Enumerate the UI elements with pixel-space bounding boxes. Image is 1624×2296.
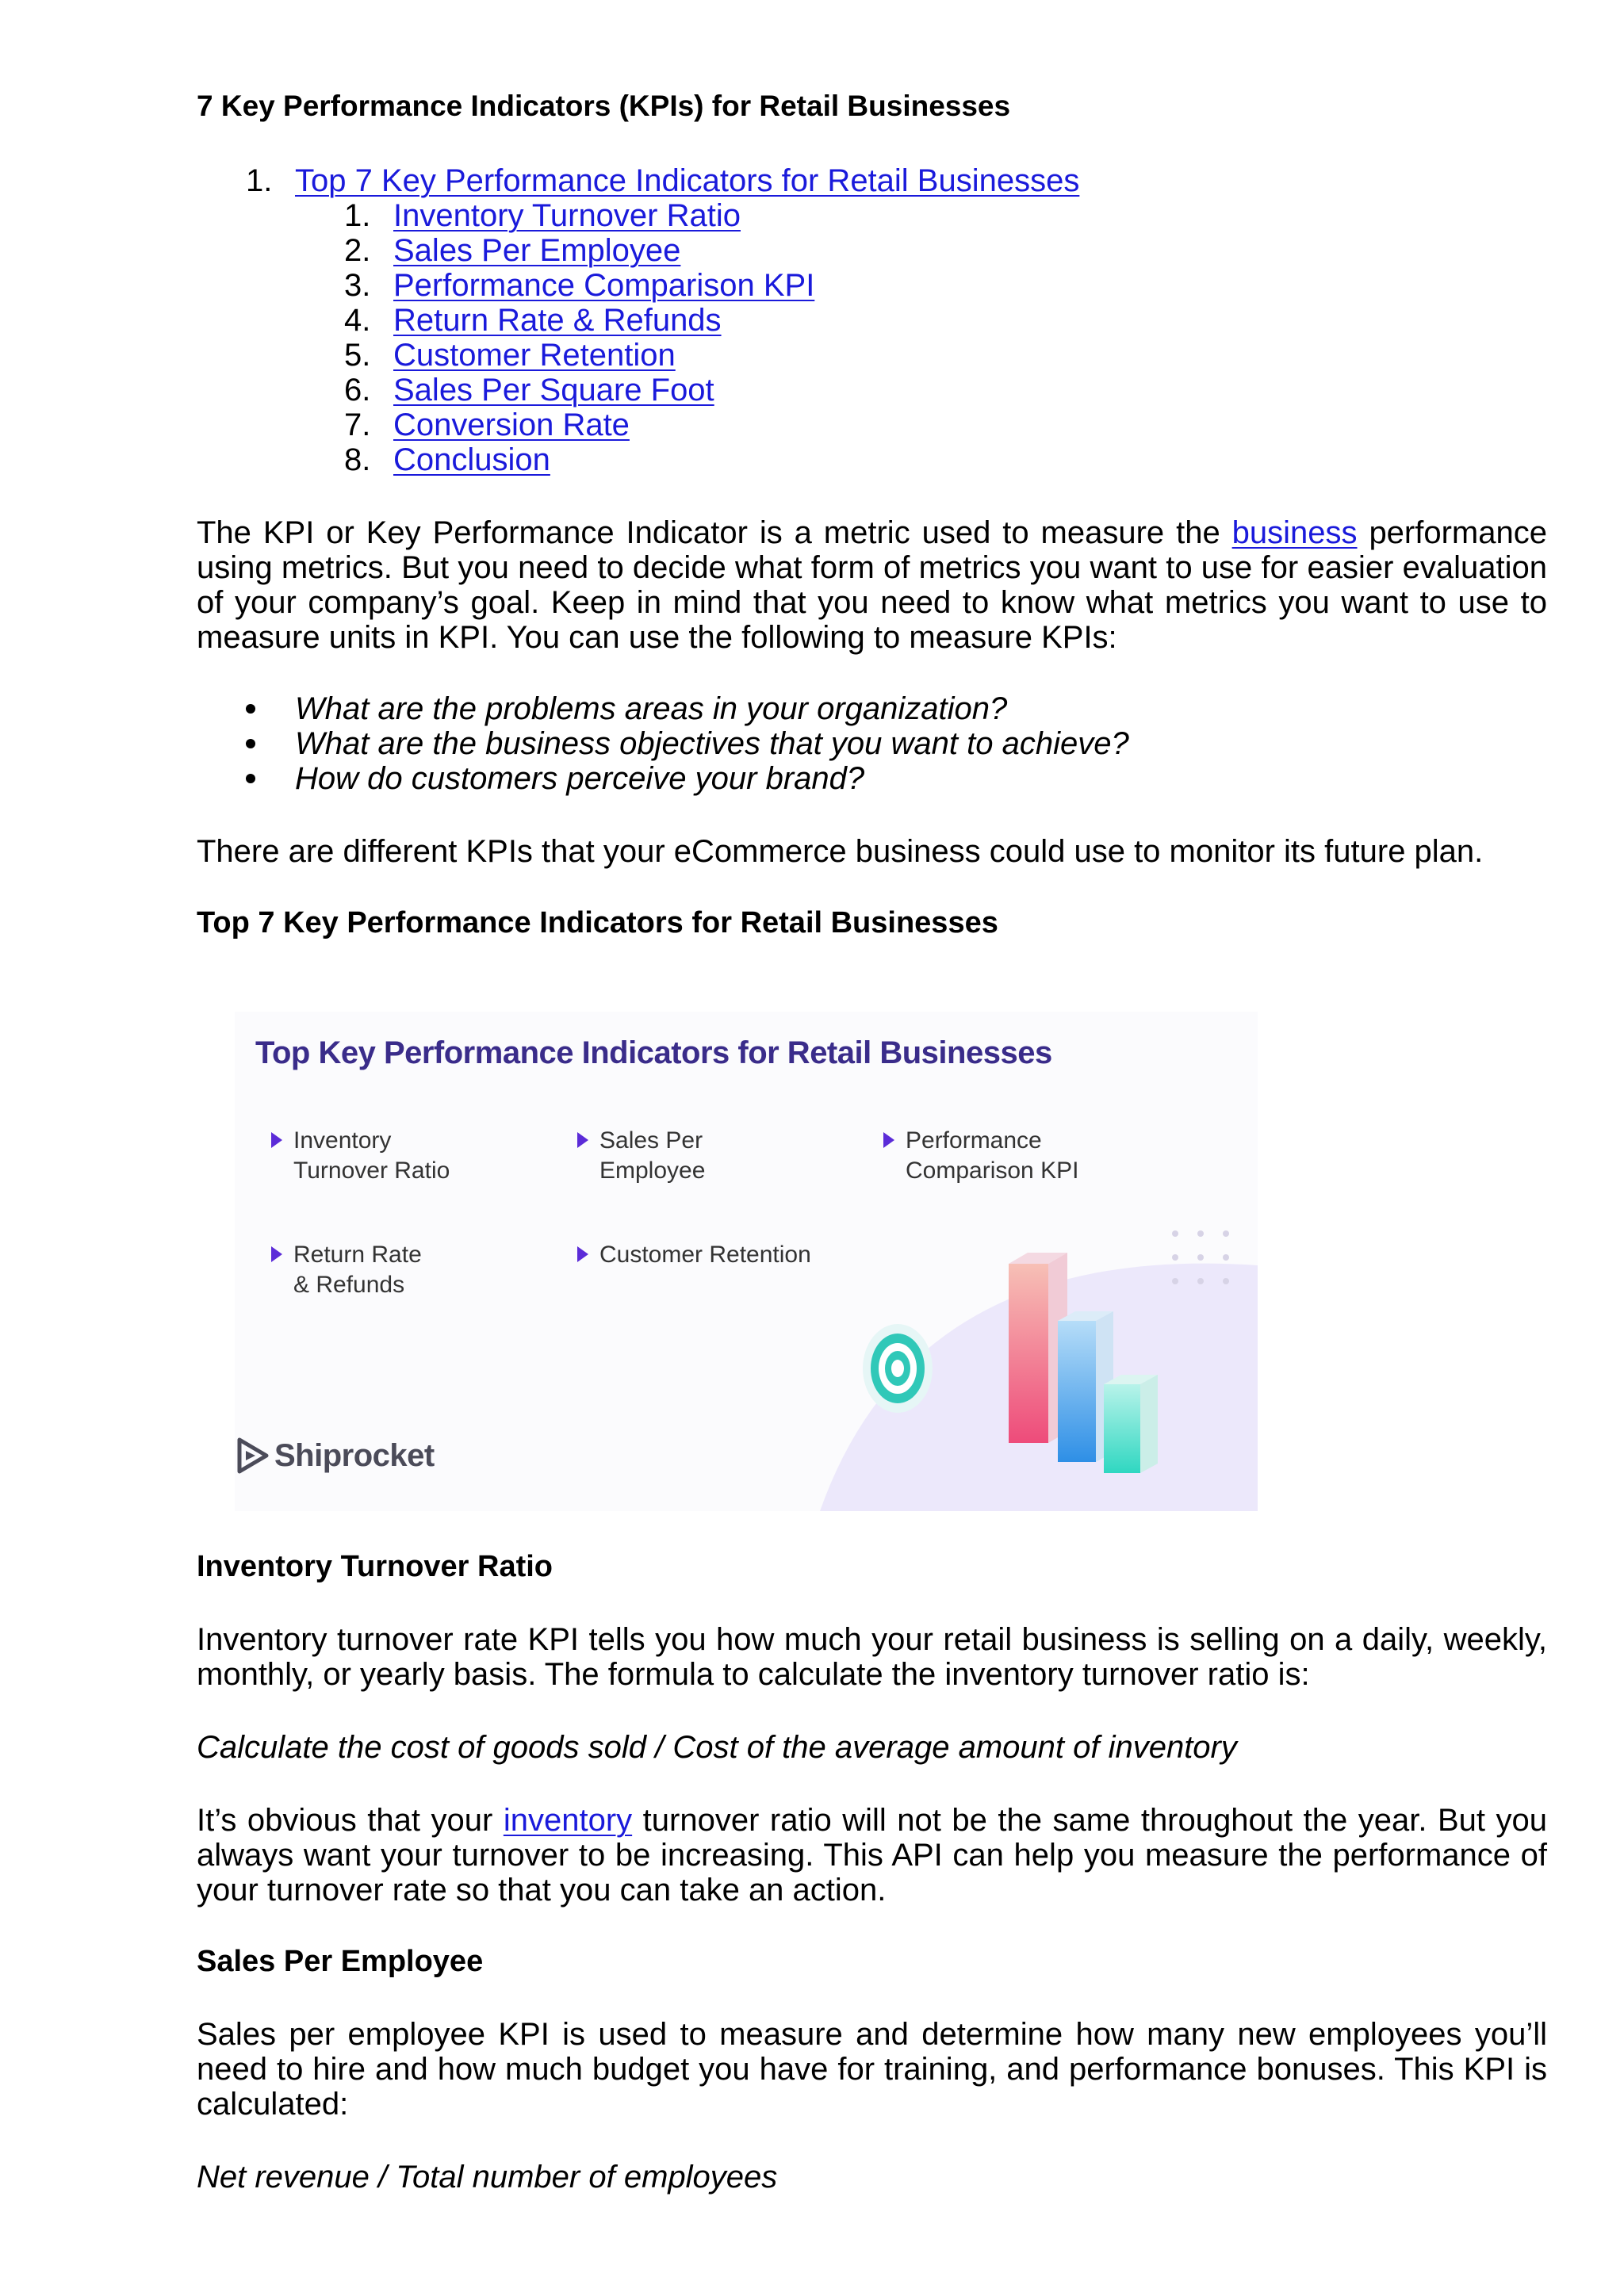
document-content — [197, 89, 1547, 940]
toc-item-sales-per-square-foot — [197, 373, 1547, 408]
toc-item-performance — [197, 268, 1547, 303]
toc-item-return-rate — [197, 303, 1547, 338]
infographic-item-line: Customer Retention — [599, 1242, 811, 1268]
toc-number: 7. — [344, 408, 371, 442]
bullet-icon — [246, 774, 255, 783]
infographic-item-line: Inventory — [293, 1127, 392, 1154]
toc-link-conversion-rate[interactable]: Conversion Rate — [393, 408, 630, 442]
toc-number: 1. — [246, 163, 273, 198]
infographic-item-line: & Refunds — [293, 1272, 405, 1298]
question-text: What are the problems areas in your organization? — [295, 691, 1008, 726]
bullet-icon — [246, 739, 255, 748]
questions-list — [197, 691, 1547, 796]
question-text: What are the business objectives that you want to achieve? — [295, 726, 1129, 761]
infographic-item-line: Performance — [906, 1127, 1042, 1154]
intro-text: performance using metrics. But you need to decide what form of metrics you want to use for easier evaluation of your company’s goal. Keep in mind that you need to know what metrics you want to use to measure units in KPI. You can use the following to measure KPIs: — [197, 515, 1547, 655]
toc-number: 8. — [344, 442, 371, 477]
toc-link-return-rate[interactable]: Return Rate & Refunds — [393, 303, 722, 338]
toc-link-sales-per-square-foot[interactable]: Sales Per Square Foot — [393, 373, 714, 408]
bullet-icon — [246, 704, 255, 714]
play-arrow-icon — [271, 1246, 282, 1262]
section-heading-sales: Sales Per Employee — [197, 1945, 484, 1978]
infographic-item-line: Employee — [599, 1158, 706, 1184]
play-arrow-icon — [577, 1246, 588, 1262]
question-text: How do customers perceive your brand? — [295, 761, 865, 796]
target-icon — [863, 1324, 933, 1413]
inventory-formula: Calculate the cost of goods sold / Cost of the average amount of inventory — [197, 1730, 1237, 1765]
play-arrow-icon — [883, 1132, 894, 1148]
infographic-item-line: Comparison KPI — [906, 1158, 1079, 1184]
shiprocket-logo — [235, 1432, 435, 1479]
infographic-title: Top Key Performance Indicators for Retail Businesses — [255, 1035, 1052, 1070]
kpis-paragraph: There are different KPIs that your eCommerce business could use to monitor its future plan. — [197, 834, 1484, 869]
sales-formula: Net revenue / Total number of employees — [197, 2160, 778, 2195]
toc-link-customer-retention[interactable]: Customer Retention — [393, 338, 676, 373]
toc-number: 5. — [344, 338, 371, 373]
toc-number: 4. — [344, 303, 371, 338]
toc-link-inventory[interactable]: Inventory Turnover Ratio — [393, 198, 741, 233]
toc-item-conclusion — [197, 442, 1547, 477]
toc-item-sales-per-employee — [197, 233, 1547, 268]
section-heading-top7: Top 7 Key Performance Indicators for Retail Businesses — [197, 906, 998, 939]
toc-item-customer-retention — [197, 338, 1547, 373]
infographic-item-inventory — [293, 1126, 450, 1186]
play-arrow-icon — [271, 1132, 282, 1148]
table-of-contents — [197, 163, 1547, 477]
toc-link-conclusion[interactable]: Conclusion — [393, 442, 550, 477]
toc-number: 6. — [344, 373, 371, 408]
inventory-text: It’s obvious that your — [197, 1803, 504, 1838]
infographic-item-line: Return Rate — [293, 1242, 422, 1268]
toc-item-conversion-rate — [197, 408, 1547, 442]
inventory-link[interactable]: inventory — [503, 1803, 633, 1838]
kpi-infographic — [235, 1012, 1258, 1511]
toc-number: 2. — [344, 233, 371, 268]
inventory-paragraph-2 — [197, 1803, 1547, 1908]
toc-link-sales-per-employee[interactable]: Sales Per Employee — [393, 233, 681, 268]
sales-paragraph: Sales per employee KPI is used to measure and determine how many new employees you’ll need to hire and how much budget you have for training, and performance bonuses. This KPI is calculated: — [197, 2017, 1547, 2122]
bar-chart-illustration — [820, 1218, 1258, 1511]
infographic-item-line: Sales Per — [599, 1127, 703, 1154]
infographic-item-performance — [906, 1126, 1078, 1186]
infographic-item-sales — [599, 1126, 705, 1186]
infographic-item-return-rate — [293, 1240, 422, 1300]
question-item — [197, 691, 1547, 726]
toc-item-inventory — [197, 198, 1547, 233]
question-item — [197, 761, 1547, 796]
shiprocket-logo-text: Shiprocket — [274, 1437, 435, 1473]
document-content-lower — [197, 1549, 1547, 2195]
intro-text: The KPI or Key Performance Indicator is a metric used to measure the — [197, 515, 1232, 550]
inventory-paragraph: Inventory turnover rate KPI tells you how much your retail business is selling on a daily, weekly, monthly, or yearly basis. The formula to calculate the inventory turnover ratio is: — [197, 1622, 1547, 1692]
intro-paragraph — [197, 515, 1547, 655]
shiprocket-logo-icon — [235, 1437, 270, 1475]
toc-item-top7 — [197, 163, 1547, 198]
play-arrow-icon — [577, 1132, 588, 1148]
toc-number: 1. — [344, 198, 371, 233]
toc-link-top7[interactable]: Top 7 Key Performance Indicators for Retail Businesses — [295, 163, 1080, 198]
infographic-item-line: Turnover Ratio — [293, 1158, 450, 1184]
document-title: 7 Key Performance Indicators (KPIs) for Retail Businesses — [197, 90, 1011, 122]
toc-link-performance[interactable]: Performance Comparison KPI — [393, 268, 815, 303]
infographic-item-customer-retention — [599, 1240, 811, 1270]
toc-sublist — [197, 198, 1547, 477]
toc-number: 3. — [344, 268, 371, 303]
business-link[interactable]: business — [1231, 515, 1358, 550]
section-heading-inventory: Inventory Turnover Ratio — [197, 1550, 553, 1583]
inventory-text: turnover ratio will not be the same throughout the year. But you always want your turnover to be increasing. This API can help you measure the performance of your turnover rate so that you can take an action. — [197, 1803, 1547, 1908]
question-item — [197, 726, 1547, 761]
